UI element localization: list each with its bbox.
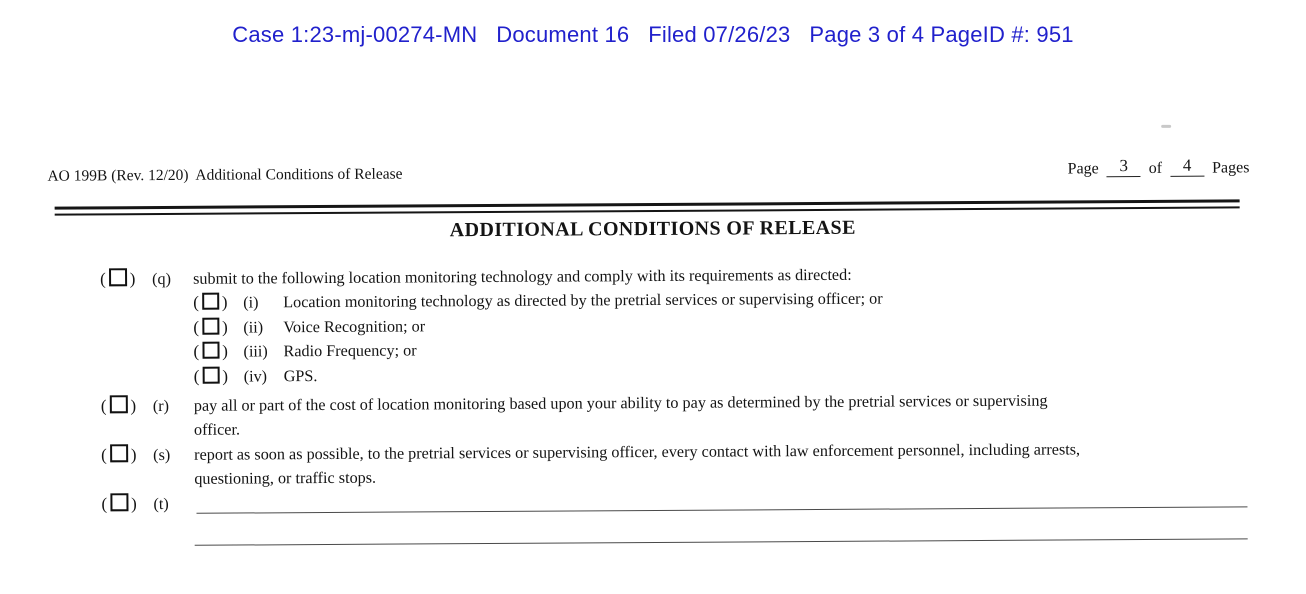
scan-artifact (1161, 125, 1171, 128)
double-rule-divider (55, 199, 1240, 215)
condition-row-r (101, 387, 1247, 443)
page-of-pages (1067, 155, 1250, 179)
condition-label-r: (r) (152, 396, 170, 416)
condition-label-q: (q) (152, 269, 172, 289)
condition-text-r-line2: officer. (193, 420, 241, 440)
checkbox-q-ii: ( ) (193, 317, 228, 337)
condition-text-r (194, 387, 1247, 442)
ecf-filing-stamp: Case 1:23-mj-00274-MN Document 16 Filed 07/26/23 Page 3 of 4 PageID #: 951 (232, 22, 1074, 47)
condition-label-q-i: (i) (243, 293, 259, 312)
condition-label-q-iv: (iv) (243, 366, 268, 386)
condition-text-s-line1: report as soon as possible, to the pretrial services or supervising officer, every contact with law enforcement personnel, including arrests, (194, 440, 1081, 464)
condition-row-s (101, 436, 1247, 492)
condition-text-s-line2: questioning, or traffic stops. (194, 468, 377, 489)
condition-label-t: (t) (153, 494, 169, 513)
condition-label-s: (s) (153, 445, 171, 464)
checkbox-square-icon (202, 293, 219, 310)
checkbox-square-icon (202, 366, 219, 383)
page-title: ADDITIONAL CONDITIONS OF RELEASE (449, 216, 856, 242)
condition-label-q-iii: (iii) (243, 342, 268, 361)
blank-write-in-line-2 (195, 538, 1248, 545)
condition-text-r-line1: pay all or part of the cost of location monitoring based upon your ability to pay as determined by the pretrial services or supervising (193, 391, 1048, 415)
checkbox-s: ( ) (101, 445, 137, 465)
checkbox-square-icon (109, 268, 127, 286)
condition-text-q-i: Location monitoring technology as directed by the pretrial services or supervising officer; or (283, 290, 883, 312)
condition-text-s (194, 436, 1247, 491)
condition-text-q-iv: GPS. (283, 366, 318, 385)
form-header (47, 155, 1250, 185)
checkbox-square-icon (109, 395, 127, 413)
condition-text-q-iii: Radio Frequency; or (283, 341, 417, 361)
checkbox-q-i: ( ) (193, 293, 228, 313)
checkbox-square-icon (202, 317, 219, 334)
form-id-text: AO 199B (Rev. 12/20) Additional Conditions of Release (47, 165, 403, 185)
condition-label-q-ii: (ii) (243, 318, 264, 337)
checkbox-q-iv: ( ) (193, 366, 229, 386)
pages-label: Pages (1212, 159, 1250, 177)
condition-text-q: submit to the following location monitoring technology and comply with its requirements as directed: (193, 265, 852, 288)
checkbox-r: ( ) (100, 396, 137, 416)
checkbox-q-iii: ( ) (193, 341, 228, 362)
condition-row-q-iv (194, 358, 1247, 389)
checkbox-square-icon (110, 493, 128, 511)
total-pages-field: 4 (1170, 157, 1204, 177)
checkbox-square-icon (110, 444, 128, 462)
checkbox-t: ( ) (101, 493, 137, 514)
page-number-field: 3 (1107, 157, 1141, 177)
condition-text-q-ii: Voice Recognition; or (283, 317, 426, 337)
checkbox-q: ( ) (100, 269, 136, 289)
conditions-list (100, 260, 1248, 546)
checkbox-square-icon (202, 342, 219, 359)
of-label: of (1148, 159, 1163, 177)
page-label: Page (1067, 160, 1099, 178)
